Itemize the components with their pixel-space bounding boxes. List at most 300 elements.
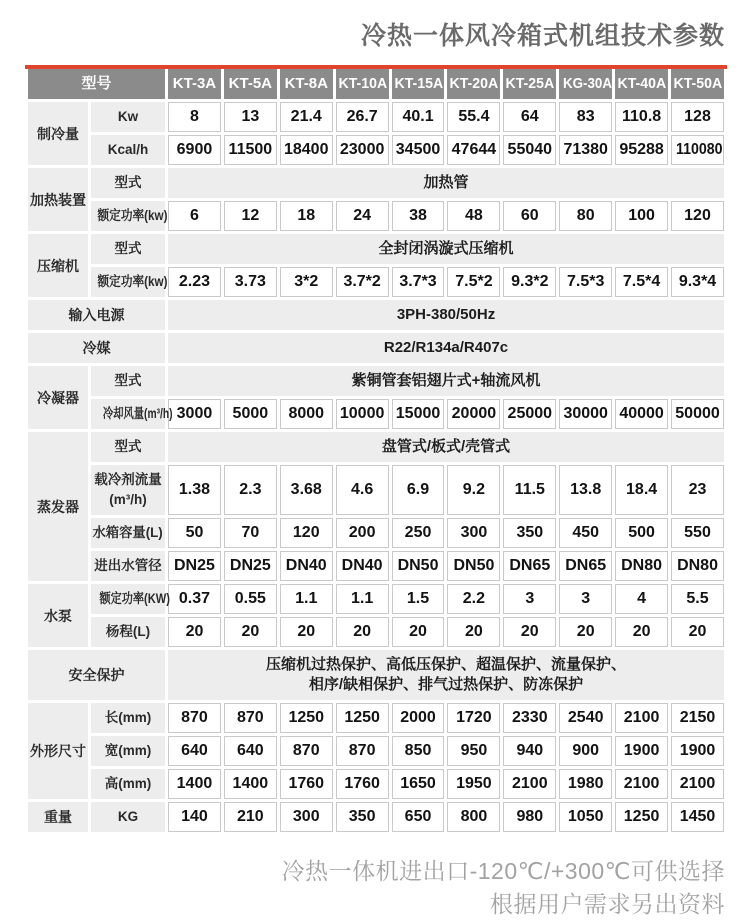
value-cell: [280, 465, 333, 515]
table-row: [28, 465, 724, 515]
value-cell: [224, 518, 277, 548]
value-cell: [336, 703, 389, 733]
cell-text: KT-25A: [505, 75, 555, 92]
cell-text: 60: [520, 207, 539, 224]
value-cell: [168, 267, 221, 297]
cell-text: DN50: [453, 557, 495, 574]
cell-text: 输入电源: [68, 307, 125, 323]
cell-text: 1.38: [178, 481, 211, 498]
cell-text: 450: [572, 524, 600, 541]
row-group-cell: [28, 703, 88, 799]
value-cell: [447, 584, 500, 614]
cell-text: 640: [181, 742, 208, 759]
cell-text: 杨程(L): [105, 624, 151, 639]
value-cell: [168, 135, 221, 165]
cell-text: 制冷量: [37, 125, 79, 142]
row-group-cell: [28, 300, 165, 330]
cell-text: 40.1: [402, 108, 434, 125]
value-cell: [280, 703, 333, 733]
row-label-cell: [91, 551, 165, 581]
cell-text: 11.5: [514, 481, 545, 498]
value-cell: [671, 617, 724, 647]
cell-text: 15000: [395, 405, 441, 422]
value-cell: [224, 201, 277, 231]
row-label-cell: [91, 135, 165, 165]
cell-text: 1250: [288, 709, 325, 726]
model-header-cell: [503, 69, 556, 99]
value-cell: [336, 267, 389, 297]
value-cell: [392, 551, 445, 581]
value-cell: [392, 102, 445, 132]
cell-text: 20: [520, 623, 539, 640]
cell-text: 18: [297, 207, 316, 224]
cell-text: 2100: [512, 775, 548, 792]
cell-text: 120: [292, 524, 320, 541]
cell-text: 2000: [400, 709, 436, 726]
cell-text: 7.5*4: [622, 273, 661, 290]
cell-text: 额定功率(KW): [99, 591, 170, 606]
cell-text: 2540: [567, 709, 604, 726]
footer-line-2: 根据用户需求另出资料: [490, 891, 725, 918]
value-cell: [224, 703, 277, 733]
cell-text: 24: [353, 207, 372, 224]
value-cell: [168, 551, 221, 581]
cell-text: 冷凝器: [37, 389, 79, 406]
cell-text: 23: [688, 481, 707, 498]
spec-table: [25, 66, 727, 835]
table-body: [28, 102, 724, 832]
model-header-cell: [224, 69, 277, 99]
cell-text: 额定功率(kw): [97, 274, 168, 289]
value-cell: [503, 802, 556, 832]
row-label-cell: [91, 432, 165, 462]
cell-text: 全封闭涡漩式压缩机: [378, 240, 514, 257]
cell-text: 940: [516, 742, 544, 759]
value-cell: [671, 736, 724, 766]
value-cell: [559, 465, 612, 515]
cell-text: 1760: [344, 775, 380, 792]
footer-note: [25, 855, 727, 922]
cell-text: 3: [525, 590, 535, 607]
cell-text: 21.4: [290, 108, 322, 125]
cell-text: DN65: [565, 557, 607, 574]
value-cell: [168, 465, 221, 515]
value-cell: [392, 465, 445, 515]
value-cell: [615, 201, 668, 231]
cell-text: 55.4: [458, 108, 490, 125]
cell-text: 20: [241, 623, 260, 640]
table-row: [28, 234, 724, 264]
value-cell: [671, 769, 724, 799]
value-cell: [447, 102, 500, 132]
value-cell: [392, 703, 445, 733]
cell-text: 95288: [619, 141, 664, 158]
value-cell: [280, 551, 333, 581]
table-row: [28, 703, 724, 733]
value-cell: [671, 201, 724, 231]
cell-text: KG-30A: [563, 75, 613, 92]
value-cell: [447, 518, 500, 548]
table-row: [28, 201, 724, 231]
cell-text: 870: [237, 709, 264, 726]
cell-text: 110.8: [622, 108, 662, 125]
cell-text: 3*2: [294, 273, 319, 290]
cell-text: 50000: [675, 405, 720, 422]
value-cell: [392, 201, 445, 231]
cell-text: 额定功率(kw): [97, 208, 168, 223]
value-cell: [392, 802, 445, 832]
value-cell: [168, 518, 221, 548]
value-cell: [503, 201, 556, 231]
value-cell: [615, 584, 668, 614]
cell-text: KT-50A: [673, 75, 723, 92]
row-label-cell: [91, 736, 165, 766]
value-cell: [168, 399, 221, 429]
cell-text: 7.5*3: [567, 273, 605, 290]
table-row: [28, 518, 724, 548]
row-label-cell: [91, 584, 170, 614]
value-cell: [671, 802, 724, 832]
cell-text: 30000: [563, 405, 608, 422]
cell-text: KT-8A: [284, 75, 328, 92]
table-row: [28, 168, 724, 198]
value-cell: [615, 769, 668, 799]
value-cell: [224, 135, 277, 165]
cell-text: 2100: [623, 709, 660, 726]
cell-text: 870: [181, 709, 208, 726]
cell-text: 870: [292, 742, 320, 759]
value-cell: [280, 617, 333, 647]
row-label-cell: [91, 234, 165, 264]
cell-text: 350: [348, 808, 376, 825]
row-group-cell: [28, 432, 88, 581]
value-cell: [503, 267, 556, 297]
value-cell: [503, 399, 556, 429]
value-cell: [336, 465, 389, 515]
value-cell: [224, 102, 277, 132]
value-cell: [671, 551, 724, 581]
cell-text: 1250: [344, 709, 380, 726]
value-cell: [615, 465, 668, 515]
value-cell: [336, 135, 389, 165]
cell-text: 2100: [623, 775, 660, 792]
table-row: [28, 617, 724, 647]
table-row: [28, 650, 724, 700]
value-cell: [671, 135, 724, 165]
value-cell: [615, 399, 668, 429]
cell-text: 1050: [567, 808, 604, 825]
value-cell: [168, 703, 221, 733]
value-cell: [447, 551, 500, 581]
page-title: 冷热一体风冷箱式机组技术参数: [360, 22, 725, 50]
table-row: [28, 366, 724, 396]
cell-text: 宽(mm): [104, 743, 152, 758]
value-cell: [280, 736, 333, 766]
cell-text: 300: [292, 808, 320, 825]
cell-text: KT-10A: [338, 75, 387, 92]
cell-text: 40000: [619, 405, 664, 422]
value-cell: [392, 584, 445, 614]
cell-text: 26.7: [346, 108, 378, 125]
value-cell: [224, 802, 277, 832]
cell-text: 1.1: [351, 590, 374, 607]
cell-text: 9.3*2: [511, 273, 549, 290]
cell-text: 250: [404, 524, 432, 541]
span-value-cell: [168, 300, 724, 330]
cell-text: 20: [576, 623, 595, 640]
cell-text: 加热管: [423, 174, 469, 191]
cell-text: KT-5A: [228, 75, 273, 92]
cell-text: 6.9: [406, 481, 430, 498]
cell-text: 83: [576, 108, 595, 125]
value-cell: [336, 518, 389, 548]
model-header-cell: [168, 69, 221, 99]
value-cell: [615, 102, 668, 132]
table-row: [28, 135, 724, 165]
value-cell: [280, 399, 333, 429]
cell-text: 210: [237, 808, 264, 825]
table-row: [28, 102, 724, 132]
row-label-cell: [91, 366, 165, 396]
cell-text: 盘管式/板式/壳管式: [381, 438, 511, 455]
value-cell: [447, 703, 500, 733]
cell-text: 蒸发器: [37, 498, 79, 515]
value-cell: [559, 551, 612, 581]
table-row: [28, 551, 724, 581]
model-header-cell: [447, 69, 500, 99]
cell-text: 13.8: [570, 481, 602, 498]
value-cell: [336, 769, 389, 799]
value-cell: [336, 551, 389, 581]
value-cell: [336, 736, 389, 766]
cell-text: 水箱容量(L): [92, 525, 164, 540]
cell-text: 23000: [339, 141, 385, 158]
value-cell: [503, 102, 556, 132]
cell-text: 10000: [339, 405, 385, 422]
cell-text: 水泵: [44, 607, 72, 624]
value-cell: [503, 518, 556, 548]
value-cell: [447, 769, 500, 799]
value-cell: [392, 267, 445, 297]
value-cell: [168, 584, 221, 614]
cell-text: 4: [637, 590, 647, 607]
cell-text: 950: [460, 742, 488, 759]
model-header-cell: [336, 69, 389, 99]
value-cell: [168, 736, 221, 766]
span-value-cell: [168, 432, 724, 462]
cell-text: 500: [628, 524, 655, 541]
cell-text: 20: [688, 623, 707, 640]
cell-text: 9.2: [462, 481, 486, 498]
value-cell: [559, 584, 612, 614]
value-cell: [503, 617, 556, 647]
cell-text: 18.4: [626, 481, 658, 498]
cell-text: 140: [181, 808, 208, 825]
cell-text: DN65: [509, 557, 551, 574]
value-cell: [280, 135, 333, 165]
value-cell: [168, 769, 221, 799]
table-row: [28, 769, 724, 799]
cell-text: 高(mm): [104, 776, 152, 791]
value-cell: [503, 551, 556, 581]
cell-text: 20: [353, 623, 372, 640]
cell-text: 50: [185, 524, 204, 541]
value-cell: [224, 584, 277, 614]
value-cell: [280, 584, 333, 614]
cell-text: 2.23: [178, 273, 211, 290]
cell-text: KT-40A: [617, 75, 667, 92]
value-cell: [168, 802, 221, 832]
value-cell: [447, 617, 500, 647]
cell-text: 1900: [623, 742, 660, 759]
row-label-cell: [91, 617, 165, 647]
value-cell: [615, 736, 668, 766]
cell-text: 1400: [232, 775, 269, 792]
cell-text: 3.68: [290, 481, 322, 498]
table-row: [28, 267, 724, 297]
value-cell: [447, 802, 500, 832]
row-label-cell: [91, 769, 165, 799]
value-cell: [615, 135, 668, 165]
cell-text: 进出水管径: [94, 558, 162, 573]
cell-text: 1760: [288, 775, 325, 792]
cell-text: 80: [576, 207, 595, 224]
value-cell: [168, 617, 221, 647]
cell-text: 6900: [176, 141, 213, 158]
value-cell: [168, 102, 221, 132]
cell-text: 900: [572, 742, 600, 759]
cell-text: DN40: [285, 557, 327, 574]
cell-text: 550: [684, 524, 711, 541]
value-cell: [671, 399, 724, 429]
value-cell: [559, 769, 612, 799]
cell-text: 350: [516, 524, 544, 541]
cell-text: 18400: [283, 141, 329, 158]
value-cell: [559, 201, 612, 231]
value-cell: [503, 135, 556, 165]
value-cell: [392, 135, 445, 165]
cell-text: KG: [117, 809, 139, 824]
value-cell: [336, 617, 389, 647]
cell-text: 安全保护: [68, 667, 125, 683]
cell-text: 9.3*4: [678, 273, 717, 290]
value-cell: [559, 399, 612, 429]
value-cell: [447, 135, 500, 165]
cell-text: 型号: [81, 75, 112, 92]
cell-text: 20: [185, 623, 204, 640]
value-cell: [671, 518, 724, 548]
value-cell: [392, 518, 445, 548]
span-value-cell: [168, 333, 724, 363]
value-cell: [559, 736, 612, 766]
value-cell: [392, 769, 445, 799]
cell-text: R22/R134a/R407c: [383, 339, 509, 356]
row-group-cell: [28, 102, 88, 165]
table-row: [28, 432, 724, 462]
value-cell: [280, 802, 333, 832]
cell-text: 0.37: [178, 590, 211, 607]
cell-text: 1650: [400, 775, 436, 792]
spec-table-container: [25, 65, 727, 835]
row-group-cell: [28, 366, 88, 429]
cell-text: 1950: [456, 775, 492, 792]
row-group-cell: [28, 584, 88, 647]
row-group-cell: [28, 650, 165, 700]
value-cell: [615, 551, 668, 581]
value-cell: [224, 736, 277, 766]
table-row: [28, 300, 724, 330]
cell-text: 13: [241, 108, 260, 125]
cell-text: 型式: [114, 241, 142, 256]
cell-text: 3: [581, 590, 591, 607]
span-value-cell: [168, 168, 724, 198]
cell-text: 2100: [679, 775, 716, 792]
cell-text: 冷却风量(m³/h): [102, 406, 173, 421]
cell-text: 64: [520, 108, 539, 125]
model-header-cell: [615, 69, 668, 99]
cell-text: 47644: [451, 141, 497, 158]
span-value-cell: [168, 366, 724, 396]
cell-text: 型式: [114, 175, 142, 190]
cell-text: Kw: [117, 109, 139, 124]
cell-text: 1.5: [406, 590, 430, 607]
cell-text: 压缩机过热保护、高低压保护、超温保护、流量保护、 相序/缺相保护、排气过热保护、防冻保护: [266, 656, 627, 693]
cell-text: 2330: [512, 709, 548, 726]
value-cell: [559, 102, 612, 132]
row-label-cell: [91, 102, 165, 132]
cell-text: 0.55: [234, 590, 266, 607]
value-cell: [671, 102, 724, 132]
value-cell: [168, 201, 221, 231]
cell-text: DN80: [621, 557, 663, 574]
value-cell: [671, 465, 724, 515]
model-header-row: [28, 69, 724, 99]
cell-text: 2.2: [462, 590, 486, 607]
cell-text: 20: [465, 623, 483, 640]
cell-text: 870: [348, 742, 376, 759]
cell-text: 3.7*2: [343, 273, 381, 290]
value-cell: [615, 518, 668, 548]
value-cell: [392, 736, 445, 766]
value-cell: [224, 267, 277, 297]
value-cell: [503, 769, 556, 799]
row-label-cell: [91, 168, 165, 198]
cell-text: 长(mm): [104, 710, 152, 725]
cell-text: 20: [297, 623, 316, 640]
cell-text: DN50: [397, 557, 439, 574]
value-cell: [559, 802, 612, 832]
cell-text: Kcal/h: [107, 142, 149, 157]
value-cell: [671, 703, 724, 733]
value-cell: [392, 399, 445, 429]
value-cell: [503, 584, 556, 614]
row-label-cell: [91, 465, 165, 515]
value-cell: [559, 267, 612, 297]
cell-text: 6: [190, 207, 199, 224]
value-cell: [336, 102, 389, 132]
cell-text: 2150: [679, 709, 716, 726]
value-cell: [447, 201, 500, 231]
value-cell: [447, 736, 500, 766]
cell-text: 外形尺寸: [30, 743, 86, 759]
cell-text: 型式: [114, 439, 142, 454]
span-value-cell: [168, 234, 724, 264]
model-corner-header: [28, 69, 165, 99]
cell-text: 型式: [114, 373, 142, 388]
row-label-cell: [91, 703, 165, 733]
cell-text: 55040: [507, 141, 553, 158]
cell-text: 3PH-380/50Hz: [396, 306, 496, 323]
